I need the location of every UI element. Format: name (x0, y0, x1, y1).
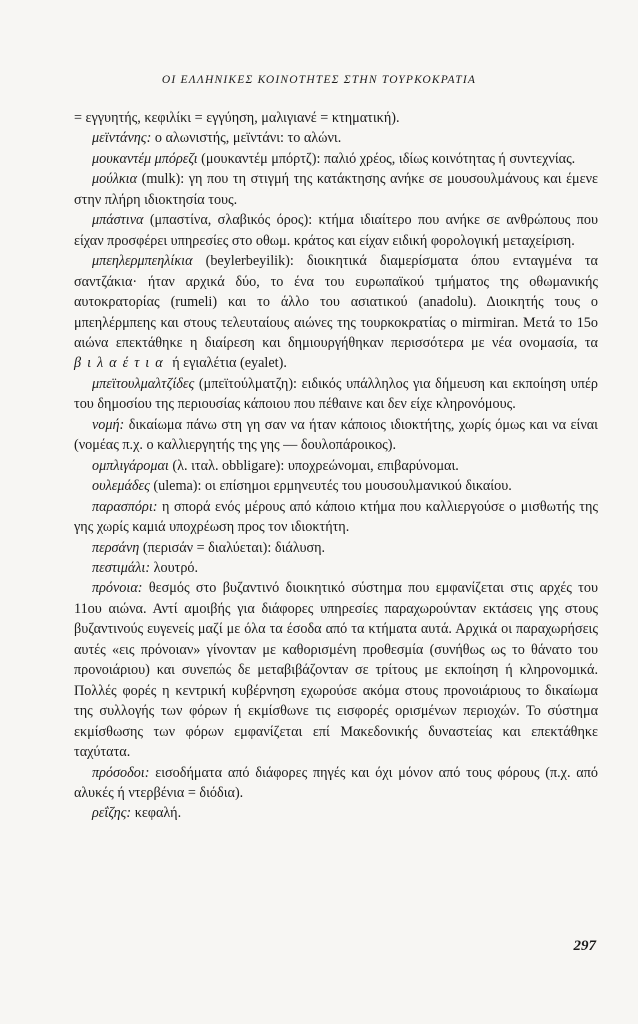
glossary-definition: (περισάν = διαλύεται): διάλυση. (139, 539, 326, 556)
glossary-term: μουκαντέμ μπόρεζι (92, 150, 198, 167)
glossary-term: πρόνοια: (92, 580, 143, 597)
glossary-entry (74, 251, 598, 374)
glossary-entry (74, 558, 598, 578)
glossary-term: περσάνη (92, 539, 140, 556)
glossary-entry (74, 374, 598, 415)
glossary-entry (74, 497, 598, 538)
glossary-term: νομή: (92, 416, 125, 433)
glossary-entry (74, 149, 598, 169)
glossary-definition: (μουκαντέμ μπόρτζ): παλιό χρέος, ιδίως κοινότητας ή συντεχνίας. (197, 150, 576, 167)
glossary-entry (74, 210, 598, 251)
glossary-entry (74, 456, 598, 476)
glossary-term: ομπλιγάρομαι (92, 457, 169, 474)
glossary-term: πεστιμάλι: (92, 559, 151, 576)
glossary-definition-end: ή εγιαλέτια (eyalet). (168, 355, 287, 372)
spaced-term: βιλαέτια (74, 355, 169, 372)
glossary-definition: ο αλωνιστής, μεϊντάνι: το αλώνι. (151, 130, 342, 147)
continuation-text: = εγγυητής, κεφιλίκι = εγγύηση, μαλιγιανέ = κτηματική). (74, 110, 400, 126)
glossary-definition: εισοδήματα από διάφορες πηγές και όχι μόνον από τους φόρους (π.χ. από αλυκές ή ντερβένια = διόδια). (74, 764, 598, 801)
glossary-definition: (mulk): γη που τη στιγμή της κατάκτησης ανήκε σε μουσουλμάνους και έμενε στην πλήρη ιδιοκτησία τους. (74, 171, 598, 208)
glossary-definition: (λ. ιταλ. obbligare): υποχρεώνομαι, επιβαρύνομαι. (168, 457, 459, 474)
glossary-entry (74, 128, 598, 148)
glossary-entry (74, 763, 598, 804)
glossary-definition: (μπεϊτούλματζη): ειδικός υπάλληλος για δήμευση και εκποίηση υπέρ του δημοσίου της περιουσίας κάποιου που πέθαινε και δεν είχε κληρονόμους. (74, 375, 598, 413)
glossary-term: μπάστινα (92, 212, 144, 229)
glossary-term: ουλεμάδες (92, 478, 150, 495)
glossary-body (74, 108, 598, 824)
glossary-entry (74, 476, 598, 496)
running-header: ΟΙ ΕΛΛΗΝΙΚΕΣ ΚΟΙΝΟΤΗΤΕΣ ΣΤΗΝ ΤΟΥΡΚΟΚΡΑΤΙΑ (161, 74, 477, 86)
glossary-entry (74, 169, 598, 210)
glossary-definition: (beylerbeyilik): διοικητικά διαμερίσματα όπου ενταγμένα τα σαντζάκια· ήταν αρχικά δύο, το ένα του ευρωπαϊκού τμήματος της οθωμανικής αυτοκρατορίας (rumeli) και το άλλο του ασιατικού (anadolu). Διοικητής τους ο μπεηλέρμπεης και στους τελευταίους αιώνες της τουρκοκρατίας ο mirmiran. Μετά το 15ο αιώνα επεκτάθηκε η διαίρεση και δημιουργήθηκαν περισσότερα με νέα ονομασία, τα (74, 253, 598, 351)
glossary-definition: κεφαλή. (131, 805, 182, 822)
glossary-term: μπεϊτουλμαλτζίδες (92, 375, 195, 392)
glossary-term: μεϊντάνης: (92, 130, 152, 147)
glossary-term: μούλκια (92, 171, 138, 188)
glossary-term: παρασπόρι: (92, 498, 158, 515)
glossary-definition: (μπαστίνα, σλαβικός όρος): κτήμα ιδιαίτερο που ανήκε σε ανθρώπους που είχαν προσφέρει υπηρεσίες στο οθωμ. κράτος και είχαν ειδική φορολογική μεταχείριση. (74, 212, 598, 249)
glossary-term: ρεΐζης: (92, 805, 132, 822)
glossary-definition: (ulema): οι επίσημοι ερμηνευτές του μουσουλμανικού δικαίου. (149, 478, 512, 495)
glossary-definition: δικαίωμα πάνω στη γη σαν να ήταν κάποιος ιδιοκτήτης, χωρίς όμως και να είναι (νομέας π.χ. ο καλλιεργητής της γης — δουλοπάροικος). (74, 416, 598, 454)
glossary-entry (74, 803, 598, 823)
glossary-definition: λουτρό. (150, 559, 199, 576)
glossary-entry (74, 578, 598, 762)
glossary-entry (74, 415, 598, 456)
glossary-definition: η σπορά ενός μέρους από κάποιο κτήμα που καλλιεργούσε ο μισθωτής της γης χωρίς καμιά υποχρέωση προς τον ιδιοκτήτη. (74, 498, 598, 536)
glossary-term: μπεηλερμπεηλίκια (92, 253, 193, 270)
page-number: 297 (573, 938, 596, 954)
glossary-term: πρόσοδοι: (92, 764, 150, 781)
glossary-entry (74, 538, 598, 558)
glossary-definition: θεσμός στο βυζαντινό διοικητικό σύστημα που εμφανίζεται στις αρχές του 11ου αιώνα. Αντί αμοιβής για διάφορες υπηρεσίες παραχωρούνταν εκτάσεις γης στους βυζαντινούς ευγενείς μαζί με όλα τα έσοδα από τα κτήματα αυτά. Αρχικά οι παραχωρήσεις αυτές «εις πρόνοιαν» γίνονταν με καθορισμένη προθεσμία (συνήθως ως το θάνατο του προνοιάριου) και συνεπώς δε μεταβιβάζονταν σε τρίτους με εκποίηση ή κληρονομικά. Πολλές φορές η κεντρική κυβέρνηση εχωρούσε ακόμα στους προνοιάριους το δικαίωμα της συλλογής των φόρων ή εκμίσθωνε τις εισφορές ορισμένων περιοχών. Το σύστημα εκμίσθωσης των φόρων εμφανίζεται επί Μακεδονικής δυναστείας και επεκτάθηκε ταχύτατα. (74, 580, 598, 761)
